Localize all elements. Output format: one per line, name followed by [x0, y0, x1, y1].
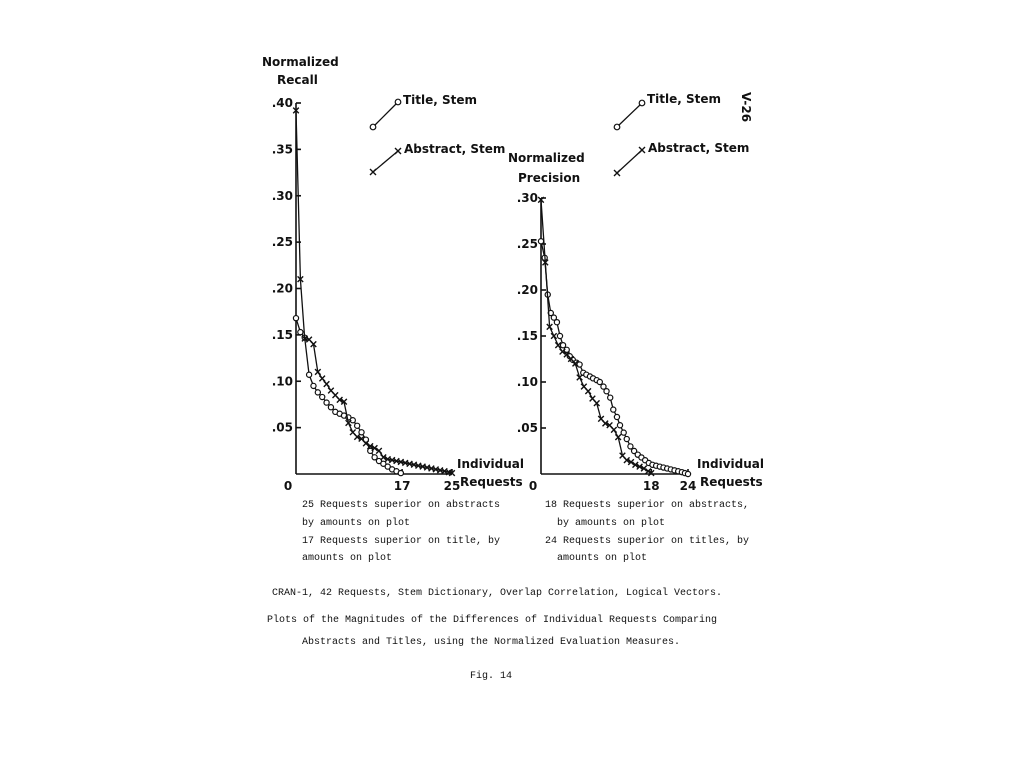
precision-point-o — [617, 423, 622, 428]
recall-y-tick-label: .10 — [271, 374, 293, 389]
recall-y-tick-label: .15 — [271, 327, 293, 342]
recall-point-o — [324, 400, 329, 405]
precision-x-tick-label: 18 — [642, 479, 660, 493]
precision-point-o — [685, 471, 690, 476]
precision-point-x — [611, 427, 617, 433]
recall-xlabel-line1: Individual — [457, 457, 524, 471]
precision-point-o — [554, 320, 559, 325]
caption-line1: CRAN-1, 42 Requests, Stem Dictionary, Overlap Correlation, Logical Vectors. — [271, 588, 723, 599]
recall-point-x — [324, 381, 330, 387]
recall-ylabel-line1: Normalized — [262, 55, 339, 69]
legend-o-marker-4 — [639, 100, 645, 106]
precision-legend-title-label: Title, Stem — [647, 92, 722, 106]
precision-note-line1: 18 Requests superior on abstracts, — [545, 500, 750, 511]
precision-point-o — [560, 343, 565, 348]
precision-note-line4: amounts on plot — [557, 553, 648, 564]
precision-xlabel-line2: Requests — [700, 475, 763, 489]
recall-x-tick-label: 25 — [443, 479, 461, 493]
recall-ylabel-line2: Recall — [277, 73, 318, 87]
legend-x-marker-1 — [370, 169, 376, 175]
precision-x-tick-label: 0 — [528, 479, 538, 493]
recall-y-tick-label: .05 — [271, 420, 293, 435]
recall-note-line3: 17 Requests superior on title, by — [302, 536, 501, 547]
legend-x-marker-3 — [614, 170, 620, 176]
precision-x-ticks — [529, 469, 697, 493]
recall-y-tick-label: .20 — [271, 281, 293, 296]
recall-legend-title-label: Title, Stem — [403, 93, 478, 107]
legend-x-marker-2 — [395, 148, 401, 154]
recall-point-o — [315, 390, 320, 395]
caption-line2: Plots of the Magnitudes of the Differences of Individual Requests Comparing — [266, 615, 718, 626]
recall-series-abstract-stem — [293, 108, 455, 476]
precision-legend-title — [614, 92, 721, 130]
precision-point-o — [597, 379, 602, 384]
precision-series-abstract-stem — [538, 197, 654, 476]
page-label: V-26 — [739, 92, 753, 123]
recall-note-line4: amounts on plot — [302, 553, 393, 564]
precision-note-line2: by amounts on plot — [557, 518, 666, 529]
recall-y-tick-label: .40 — [271, 96, 293, 110]
precision-point-o — [628, 444, 633, 449]
recall-y-tick-label: .30 — [271, 188, 293, 203]
recall-point-o — [328, 405, 333, 410]
precision-point-o — [608, 395, 613, 400]
precision-series-line — [541, 241, 688, 474]
precision-y-tick-label: .20 — [516, 283, 538, 297]
precision-point-o — [611, 407, 616, 412]
precision-point-o — [538, 239, 543, 244]
recall-point-o — [311, 383, 316, 388]
precision-point-o — [604, 389, 609, 394]
recall-legend-title — [370, 93, 477, 130]
recall-point-o — [298, 329, 303, 334]
precision-y-tick-label: .25 — [516, 237, 538, 251]
recall-note-line2: by amounts on plot — [302, 518, 411, 529]
precision-ylabel-line2: Precision — [518, 171, 581, 185]
recall-x-tick-label: 0 — [283, 479, 293, 493]
precision-x-tick-label: 24 — [679, 479, 697, 493]
recall-x-ticks — [284, 469, 461, 493]
recall-point-o — [355, 423, 360, 428]
precision-point-o — [621, 430, 626, 435]
precision-y-tick-label: .10 — [516, 375, 538, 389]
recall-y-tick-label: .25 — [271, 235, 293, 250]
recall-point-x — [319, 376, 325, 382]
precision-point-o — [624, 436, 629, 441]
recall-point-o — [398, 470, 403, 475]
precision-ylabel-line1: Normalized — [508, 151, 585, 165]
recall-series-line — [296, 110, 452, 473]
precision-y-tick-label: .15 — [516, 329, 538, 343]
precision-xlabel-line1: Individual — [697, 457, 764, 471]
legend-o-marker-1 — [370, 124, 376, 130]
precision-y-tick-label: .30 — [516, 191, 538, 205]
recall-legend-abstract — [370, 142, 505, 175]
precision-point-o — [614, 414, 619, 419]
precision-y-tick-label: .05 — [516, 421, 538, 435]
precision-point-x — [585, 388, 591, 394]
precision-chart — [508, 92, 764, 564]
recall-legend-abstract-label: Abstract, Stem — [404, 142, 506, 156]
precision-legend-abstract-label: Abstract, Stem — [648, 141, 750, 155]
precision-point-o — [557, 333, 562, 338]
precision-point-x — [551, 333, 557, 339]
recall-point-o — [307, 372, 312, 377]
caption-line3: Abstracts and Titles, using the Normalized Evaluation Measures. — [301, 637, 681, 648]
recall-point-o — [293, 316, 298, 321]
legend-o-marker-2 — [395, 99, 401, 105]
recall-y-tick-label: .35 — [271, 142, 293, 157]
recall-chart — [262, 55, 524, 564]
precision-legend-abstract — [614, 141, 749, 176]
precision-note-line3: 24 Requests superior on titles, by — [545, 536, 750, 547]
recall-point-o — [320, 394, 325, 399]
precision-series-title-stem — [538, 239, 690, 477]
legend-o-marker-3 — [614, 124, 620, 130]
legend-x-marker-4 — [639, 147, 645, 153]
figure-number: Fig. 14 — [469, 671, 513, 682]
recall-x-tick-label: 17 — [393, 479, 411, 493]
recall-xlabel-line2: Requests — [460, 475, 523, 489]
recall-note-line1: 25 Requests superior on abstracts — [302, 500, 501, 511]
